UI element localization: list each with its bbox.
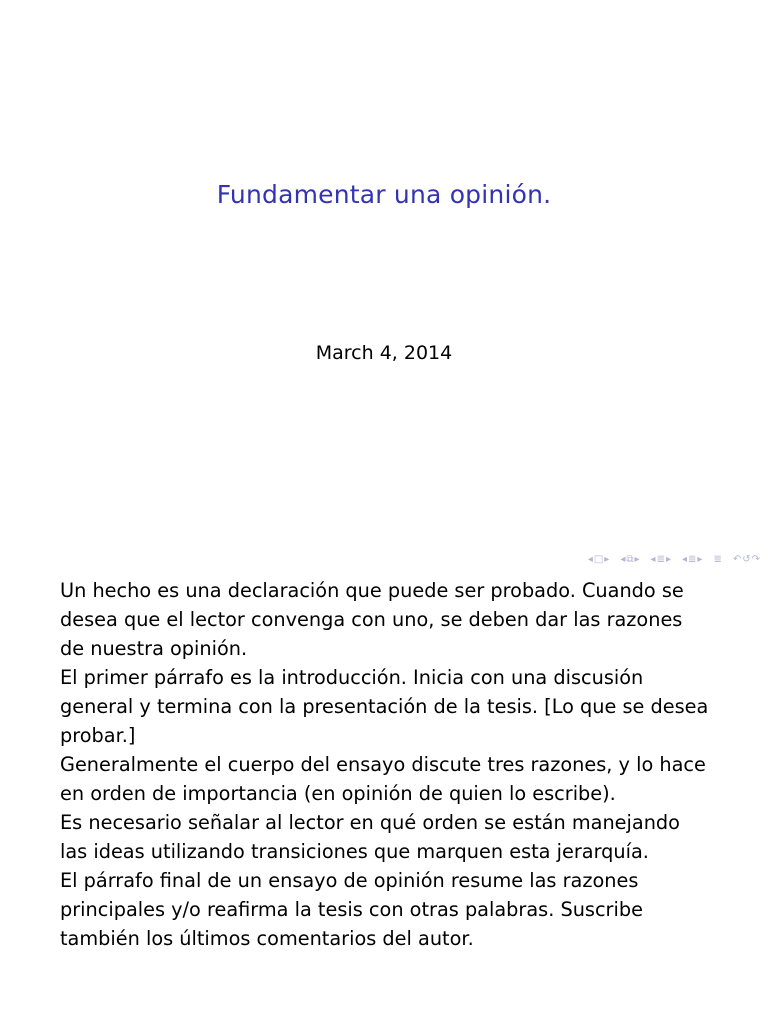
search-icon[interactable]: ↺ <box>742 554 751 565</box>
next-part-icon[interactable]: ▸ <box>697 554 703 565</box>
redo-icon[interactable]: ↷ <box>751 554 760 565</box>
paragraph-body-reasons: Generalmente el cuerpo del ensayo discute tres razones, y lo hace en orden de importancia (en opinión de quien lo escribe). <box>60 753 706 805</box>
paragraph-introduction: El primer párrafo es la introducción. Inicia con una discusión general y termina con la presentación de la tesis. [Lo que se desea probar.] <box>60 666 709 747</box>
part-nav <box>682 554 702 566</box>
section-icon[interactable]: ≣ <box>656 554 665 565</box>
history-nav <box>733 554 760 566</box>
prev-section-icon[interactable]: ◂ <box>650 554 656 565</box>
toc-icon[interactable]: ≣ <box>713 554 722 565</box>
toc-nav <box>713 554 721 566</box>
slide-body <box>60 576 710 953</box>
next-frame-icon[interactable]: ▸ <box>604 554 610 565</box>
beamer-navigation-bar <box>588 554 760 566</box>
slide-title: Fundamentar una opinión. <box>216 180 552 209</box>
paragraph-definition: Un hecho es una declaración que puede ser probado. Cuando se desea que el lector convenga con uno, se deben dar las razones de nuestra opinión. <box>60 579 684 660</box>
paragraph-conclusion: El párrafo final de un ensayo de opinión resume las razones principales y/o reafirma la tesis con otras palabras. Suscribe también los últimos comentarios del autor. <box>60 869 643 950</box>
slide-date: March 4, 2014 <box>315 342 453 364</box>
subsection-icon[interactable]: ⧉ <box>626 554 634 565</box>
paragraph-transitions: Es necesario señalar al lector en qué orden se están manejando las ideas utilizando transiciones que marquen esta jerarquía. <box>60 811 680 863</box>
part-icon[interactable]: ≣ <box>688 554 697 565</box>
content-slide <box>0 576 768 1024</box>
section-nav <box>651 554 671 566</box>
subsection-nav <box>620 554 639 566</box>
prev-part-icon[interactable]: ◂ <box>681 554 688 565</box>
prev-frame-icon[interactable]: ◂ <box>587 554 593 565</box>
prev-subsection-icon[interactable]: ◂ <box>620 554 626 565</box>
next-section-icon[interactable]: ▸ <box>665 554 671 565</box>
next-subsection-icon[interactable]: ▸ <box>634 554 640 565</box>
frame-nav <box>588 554 610 566</box>
undo-icon[interactable]: ↶ <box>732 554 742 565</box>
frame-icon[interactable]: □ <box>593 554 604 565</box>
